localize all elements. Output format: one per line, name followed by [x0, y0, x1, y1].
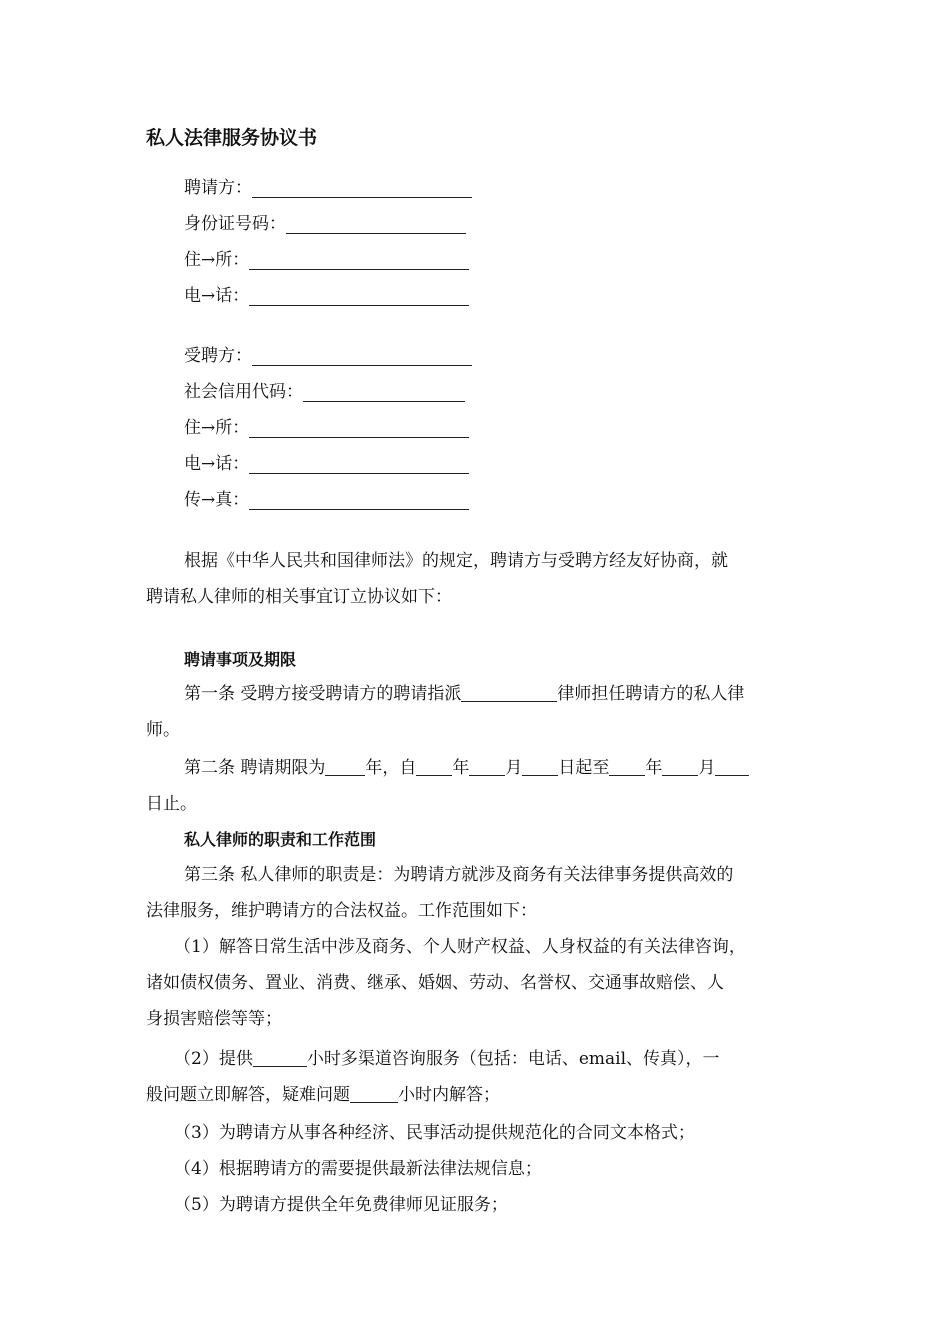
article-1-text-a: 第一条 受聘方接受聘请方的聘请指派 [184, 684, 462, 704]
employer-address-field [184, 246, 469, 274]
scope-item-2-text-d: 小时内解答； [398, 1085, 500, 1105]
contractor-name-label: 受聘方： [184, 346, 252, 366]
scope-item-2-text-b: 小时多渠道咨询服务（包括：电话、email、传真），一 [306, 1049, 720, 1069]
section-heading-engagement: 聘请事项及期限 [184, 650, 297, 669]
scope-item-5 [146, 1187, 812, 1223]
scope-item-1-line-3: 身损害赔偿等等； [146, 1009, 282, 1029]
article-3 [146, 857, 812, 929]
article-2-month-label: 月 [505, 758, 523, 778]
article-2-text-a: 第二条 聘请期限为 [184, 758, 326, 778]
employer-name-field [184, 174, 472, 202]
response-hours-blank [350, 1084, 398, 1103]
article-2-year-from: 年，自 [365, 758, 417, 778]
section-heading-duties: 私人律师的职责和工作范围 [184, 830, 377, 849]
article-2-year-label: 年 [452, 758, 470, 778]
article-1-text-b: 律师担任聘请方的私人律 [557, 684, 745, 704]
article-2-end-month-label: 月 [698, 758, 716, 778]
scope-item-2-text-c: 般问题立即解答，疑难问题 [146, 1085, 350, 1105]
preamble-line-1: 根据《中华人民共和国律师法》的规定，聘请方与受聘方经友好协商，就 [184, 551, 728, 571]
preamble-line-2: 聘请私人律师的相关事宜订立协议如下： [146, 587, 452, 607]
term-years-blank [325, 757, 365, 776]
scope-item-5-line: （5）为聘请方提供全年免费律师见证服务； [174, 1195, 508, 1215]
scope-item-1 [146, 929, 812, 1037]
contractor-credit-blank [303, 381, 465, 402]
article-2 [146, 750, 812, 822]
contractor-name-blank [252, 345, 472, 366]
contractor-fax-blank [249, 489, 469, 510]
end-day-blank [715, 757, 749, 776]
scope-item-4 [146, 1151, 812, 1187]
scope-item-2 [146, 1041, 812, 1113]
article-2-day-to: 日起至 [558, 758, 610, 778]
contractor-fax-label: 传→真： [184, 490, 250, 510]
preamble-paragraph [146, 543, 812, 615]
contractor-fax-field [184, 486, 469, 514]
scope-item-3 [146, 1115, 812, 1151]
employer-phone-label: 电→话： [184, 286, 250, 306]
employer-phone-blank [249, 285, 469, 306]
employer-name-label: 聘请方： [184, 178, 252, 198]
contractor-phone-field [184, 450, 469, 478]
lawyer-name-blank [461, 683, 557, 702]
employer-address-label: 住→所： [184, 250, 250, 270]
article-3-line-1: 第三条 私人律师的职责是：为聘请方就涉及商务有关法律事务提供高效的 [184, 865, 734, 885]
contractor-credit-label: 社会信用代码： [184, 382, 303, 402]
contractor-credit-field [184, 378, 465, 406]
article-3-line-2: 法律服务，维护聘请方的合法权益。工作范围如下： [146, 901, 537, 921]
scope-item-2-line-1 [146, 1041, 812, 1077]
employer-id-field [184, 210, 466, 238]
service-hours-blank [253, 1048, 307, 1067]
employer-address-blank [249, 249, 469, 270]
start-year-blank [416, 757, 452, 776]
contractor-address-field [184, 414, 469, 442]
contractor-phone-blank [249, 453, 469, 474]
start-month-blank [469, 757, 505, 776]
scope-item-2-line-2 [146, 1077, 812, 1113]
article-2-line-2: 日止。 [146, 794, 197, 814]
employer-id-blank [286, 213, 466, 234]
employer-name-blank [252, 177, 472, 198]
contractor-address-label: 住→所： [184, 418, 250, 438]
article-1 [146, 676, 812, 748]
end-month-blank [662, 757, 698, 776]
article-2-end-year-label: 年 [645, 758, 663, 778]
contractor-name-field [184, 342, 472, 370]
contractor-address-blank [249, 417, 469, 438]
contractor-phone-label: 电→话： [184, 454, 250, 474]
scope-item-4-line: （4）根据聘请方的需要提供最新法律法规信息； [174, 1159, 542, 1179]
scope-item-2-text-a: （2）提供 [174, 1049, 253, 1069]
document-title: 私人法律服务协议书 [146, 127, 318, 149]
scope-item-3-line: （3）为聘请方从事各种经济、民事活动提供规范化的合同文本格式； [174, 1123, 695, 1143]
article-2-line-1 [146, 750, 812, 786]
scope-item-1-line-1: （1）解答日常生活中涉及商务、个人财产权益、人身权益的有关法律咨询， [174, 937, 746, 957]
employer-id-label: 身份证号码： [184, 214, 286, 234]
start-day-blank [522, 757, 558, 776]
scope-item-1-line-2: 诸如债权债务、置业、消费、继承、婚姻、劳动、名誉权、交通事故赔偿、人 [146, 973, 724, 993]
employer-phone-field [184, 282, 469, 310]
article-1-line-1 [146, 676, 812, 712]
end-year-blank [609, 757, 645, 776]
article-1-line-2: 师。 [146, 720, 180, 740]
